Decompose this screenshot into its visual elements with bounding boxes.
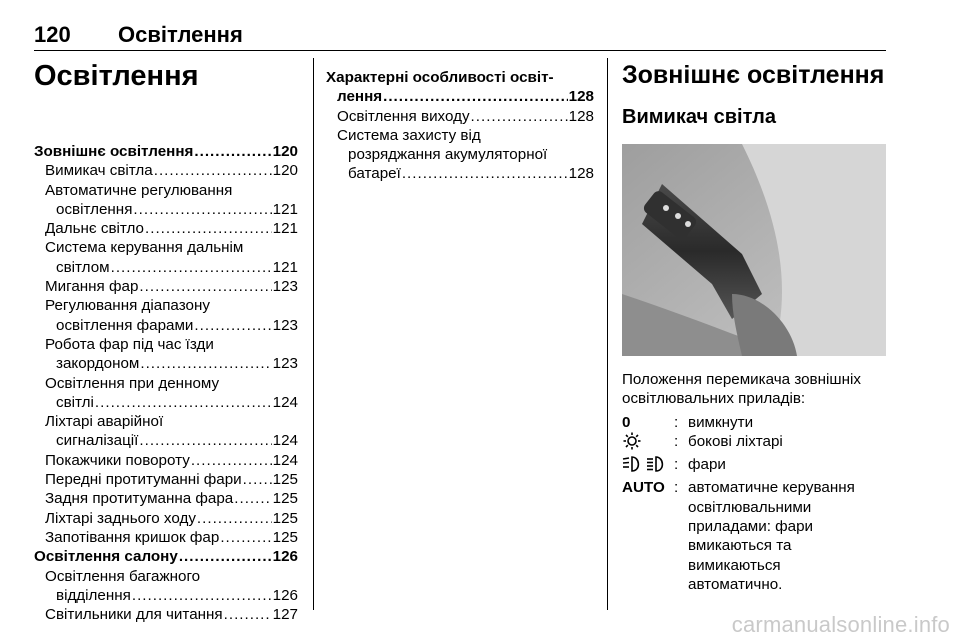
toc-page-number: 127 xyxy=(272,606,298,624)
switch-position-description: автоматичне керування освітлювальними приладами: фари вмикаються та вимикаються автоматично. xyxy=(688,479,855,593)
toc-page-number: 125 xyxy=(272,490,298,508)
toc-leader-dots xyxy=(133,200,271,219)
toc-page-number: 123 xyxy=(272,278,298,296)
separator-colon: : xyxy=(674,456,679,474)
toc-entry[interactable] xyxy=(34,567,298,606)
toc-entry-label: Світильники для читання xyxy=(45,606,223,624)
toc-entry-label: відділення xyxy=(56,586,131,604)
toc-leader-dots xyxy=(139,277,271,296)
switch-position-description: вимкнути xyxy=(688,413,754,431)
toc-entry-label: освітлення xyxy=(56,200,133,218)
toc-entry[interactable] xyxy=(34,296,298,335)
toc-list xyxy=(34,142,298,624)
toc-leader-dots xyxy=(234,489,271,508)
toc-page-number: 126 xyxy=(272,586,298,604)
switch-position-item xyxy=(622,432,890,455)
toc-entry-label: Задня протитуманна фара xyxy=(45,490,234,508)
column-divider xyxy=(313,58,314,610)
toc-leader-dots xyxy=(154,161,272,180)
switch-position-key: AUTO xyxy=(622,479,665,497)
toc-leader-dots xyxy=(139,431,271,450)
toc-entry[interactable] xyxy=(326,126,594,184)
toc-page-number: 124 xyxy=(272,432,298,450)
toc-entry[interactable] xyxy=(34,509,298,528)
toc-leader-dots xyxy=(95,393,272,412)
separator-colon: : xyxy=(674,432,679,450)
toc-page-number: 123 xyxy=(272,355,298,373)
page-number: 120 xyxy=(34,22,71,47)
toc-entry-label: сигналізації xyxy=(56,432,139,450)
toc-page-number: 128 xyxy=(568,88,594,106)
page-header xyxy=(34,4,886,48)
toc-entry[interactable] xyxy=(34,374,298,413)
toc-entry-label: Характерні особливості освіт- xyxy=(326,69,554,86)
toc-entry-label: Мигання фар xyxy=(45,278,139,296)
toc-page-number: 121 xyxy=(272,200,298,218)
toc-page-number: 121 xyxy=(272,220,298,238)
toc-entry[interactable] xyxy=(34,142,298,161)
toc-page-number: 128 xyxy=(568,165,594,183)
light-switch-illustration xyxy=(622,144,886,356)
side-lights-icon xyxy=(622,432,674,455)
toc-entry-label: Система керування дальнім xyxy=(45,239,244,257)
toc-leader-dots xyxy=(471,107,568,126)
toc-entry-label: світлі xyxy=(56,393,94,411)
switch-position-item xyxy=(622,455,890,478)
toc-leader-dots xyxy=(194,316,271,335)
toc-entry[interactable] xyxy=(34,238,298,277)
toc-page-number: 124 xyxy=(272,393,298,411)
toc-entry-label: Освітлення виходу xyxy=(337,107,470,125)
toc-entry-label: Покажчики повороту xyxy=(45,451,190,469)
toc-leader-dots xyxy=(243,470,272,489)
content-column xyxy=(622,58,890,594)
toc-page-number: 120 xyxy=(272,162,298,180)
toc-page-number: 126 xyxy=(272,548,298,566)
toc-leader-dots xyxy=(402,164,568,183)
switch-position-description: бокові ліхтарі xyxy=(688,432,783,450)
toc-leader-dots xyxy=(220,528,271,547)
toc-entry-label: лення xyxy=(337,88,383,106)
switch-position-description: фари xyxy=(688,456,726,474)
toc-list xyxy=(326,68,594,184)
toc-entry-label: Дальнє світло xyxy=(45,220,145,238)
toc-entry[interactable] xyxy=(34,412,298,451)
toc-entry-label: закордоном xyxy=(56,355,140,373)
toc-entry[interactable] xyxy=(34,277,298,296)
switch-position-item xyxy=(622,478,890,594)
toc-entry[interactable] xyxy=(326,68,594,107)
toc-entry[interactable] xyxy=(34,470,298,489)
toc-entry-label: Освітлення багажного xyxy=(45,567,201,585)
toc-entry-label: Ліхтарі заднього ходу xyxy=(45,509,196,527)
header-rule xyxy=(34,50,886,51)
toc-page-number: 128 xyxy=(568,107,594,125)
column-divider xyxy=(607,58,608,610)
toc-entry[interactable] xyxy=(34,528,298,547)
toc-entry-label: Автоматичне регулювання xyxy=(45,181,233,199)
toc-page-number: 125 xyxy=(272,509,298,527)
toc-entry-label: Регулювання діапазону xyxy=(45,297,210,315)
toc-page-number: 123 xyxy=(272,316,298,334)
toc-leader-dots xyxy=(140,354,271,373)
toc-leader-dots xyxy=(224,605,272,624)
toc-entry[interactable] xyxy=(34,335,298,374)
section-title: Зовнішнє освітлення xyxy=(622,61,885,89)
switch-positions-list xyxy=(622,413,890,595)
toc-entry-label: батареї xyxy=(348,165,401,183)
toc-entry-label: Робота фар під час їзди xyxy=(45,335,214,353)
toc-leader-dots xyxy=(179,547,272,566)
separator-colon: : xyxy=(674,413,679,431)
toc-column-1 xyxy=(34,58,298,624)
toc-leader-dots xyxy=(383,87,568,106)
toc-entry-label: Зовнішнє освітлення xyxy=(34,143,194,160)
toc-leader-dots xyxy=(145,219,272,238)
toc-entry-label: Передні протитуманні фари xyxy=(45,471,242,489)
toc-entry[interactable] xyxy=(34,451,298,470)
toc-entry-label: Ліхтарі аварійної xyxy=(45,413,164,431)
toc-page-number: 120 xyxy=(272,143,298,160)
toc-entry-label: розряджання акумуляторної xyxy=(348,146,548,164)
toc-leader-dots xyxy=(111,258,272,277)
toc-leader-dots xyxy=(191,451,272,470)
light-switch-stalk-photo xyxy=(622,144,886,356)
watermark: carmanualsonline.info xyxy=(731,612,950,637)
toc-entry[interactable] xyxy=(34,161,298,180)
toc-leader-dots xyxy=(194,142,271,161)
separator-colon: : xyxy=(674,479,679,497)
toc-entry-label: Освітлення при денному xyxy=(45,374,220,392)
toc-entry-label: освітлення фарами xyxy=(56,316,194,334)
toc-entry-label: світлом xyxy=(56,258,110,276)
toc-entry[interactable] xyxy=(34,181,298,220)
toc-entry[interactable] xyxy=(34,547,298,566)
header-title: Освітлення xyxy=(118,22,243,47)
toc-column-2 xyxy=(326,58,594,184)
switch-position-key: 0 xyxy=(622,413,631,431)
subsection-title: Вимикач світла xyxy=(622,106,776,128)
toc-entry[interactable] xyxy=(326,107,594,126)
switch-description: Положення перемикача зовнішніх освітлювальних приладів: xyxy=(622,371,861,408)
toc-page-number: 121 xyxy=(272,258,298,276)
headlights-icon xyxy=(622,455,674,478)
toc-page-number: 124 xyxy=(272,451,298,469)
toc-leader-dots xyxy=(197,509,272,528)
toc-entry-label: Освітлення салону xyxy=(34,548,178,566)
toc-entry[interactable] xyxy=(34,219,298,238)
toc-entry-label: Запотівання кришок фар xyxy=(45,528,220,546)
toc-entry-label: Вимикач світла xyxy=(45,162,153,180)
toc-entry-label: Система захисту від xyxy=(337,126,481,144)
switch-position-item xyxy=(622,413,890,432)
toc-page-number: 125 xyxy=(272,471,298,489)
toc-entry[interactable] xyxy=(34,605,298,624)
chapter-title: Освітлення xyxy=(34,60,199,92)
toc-leader-dots xyxy=(132,586,272,605)
toc-entry[interactable] xyxy=(34,489,298,508)
toc-page-number: 125 xyxy=(272,528,298,546)
